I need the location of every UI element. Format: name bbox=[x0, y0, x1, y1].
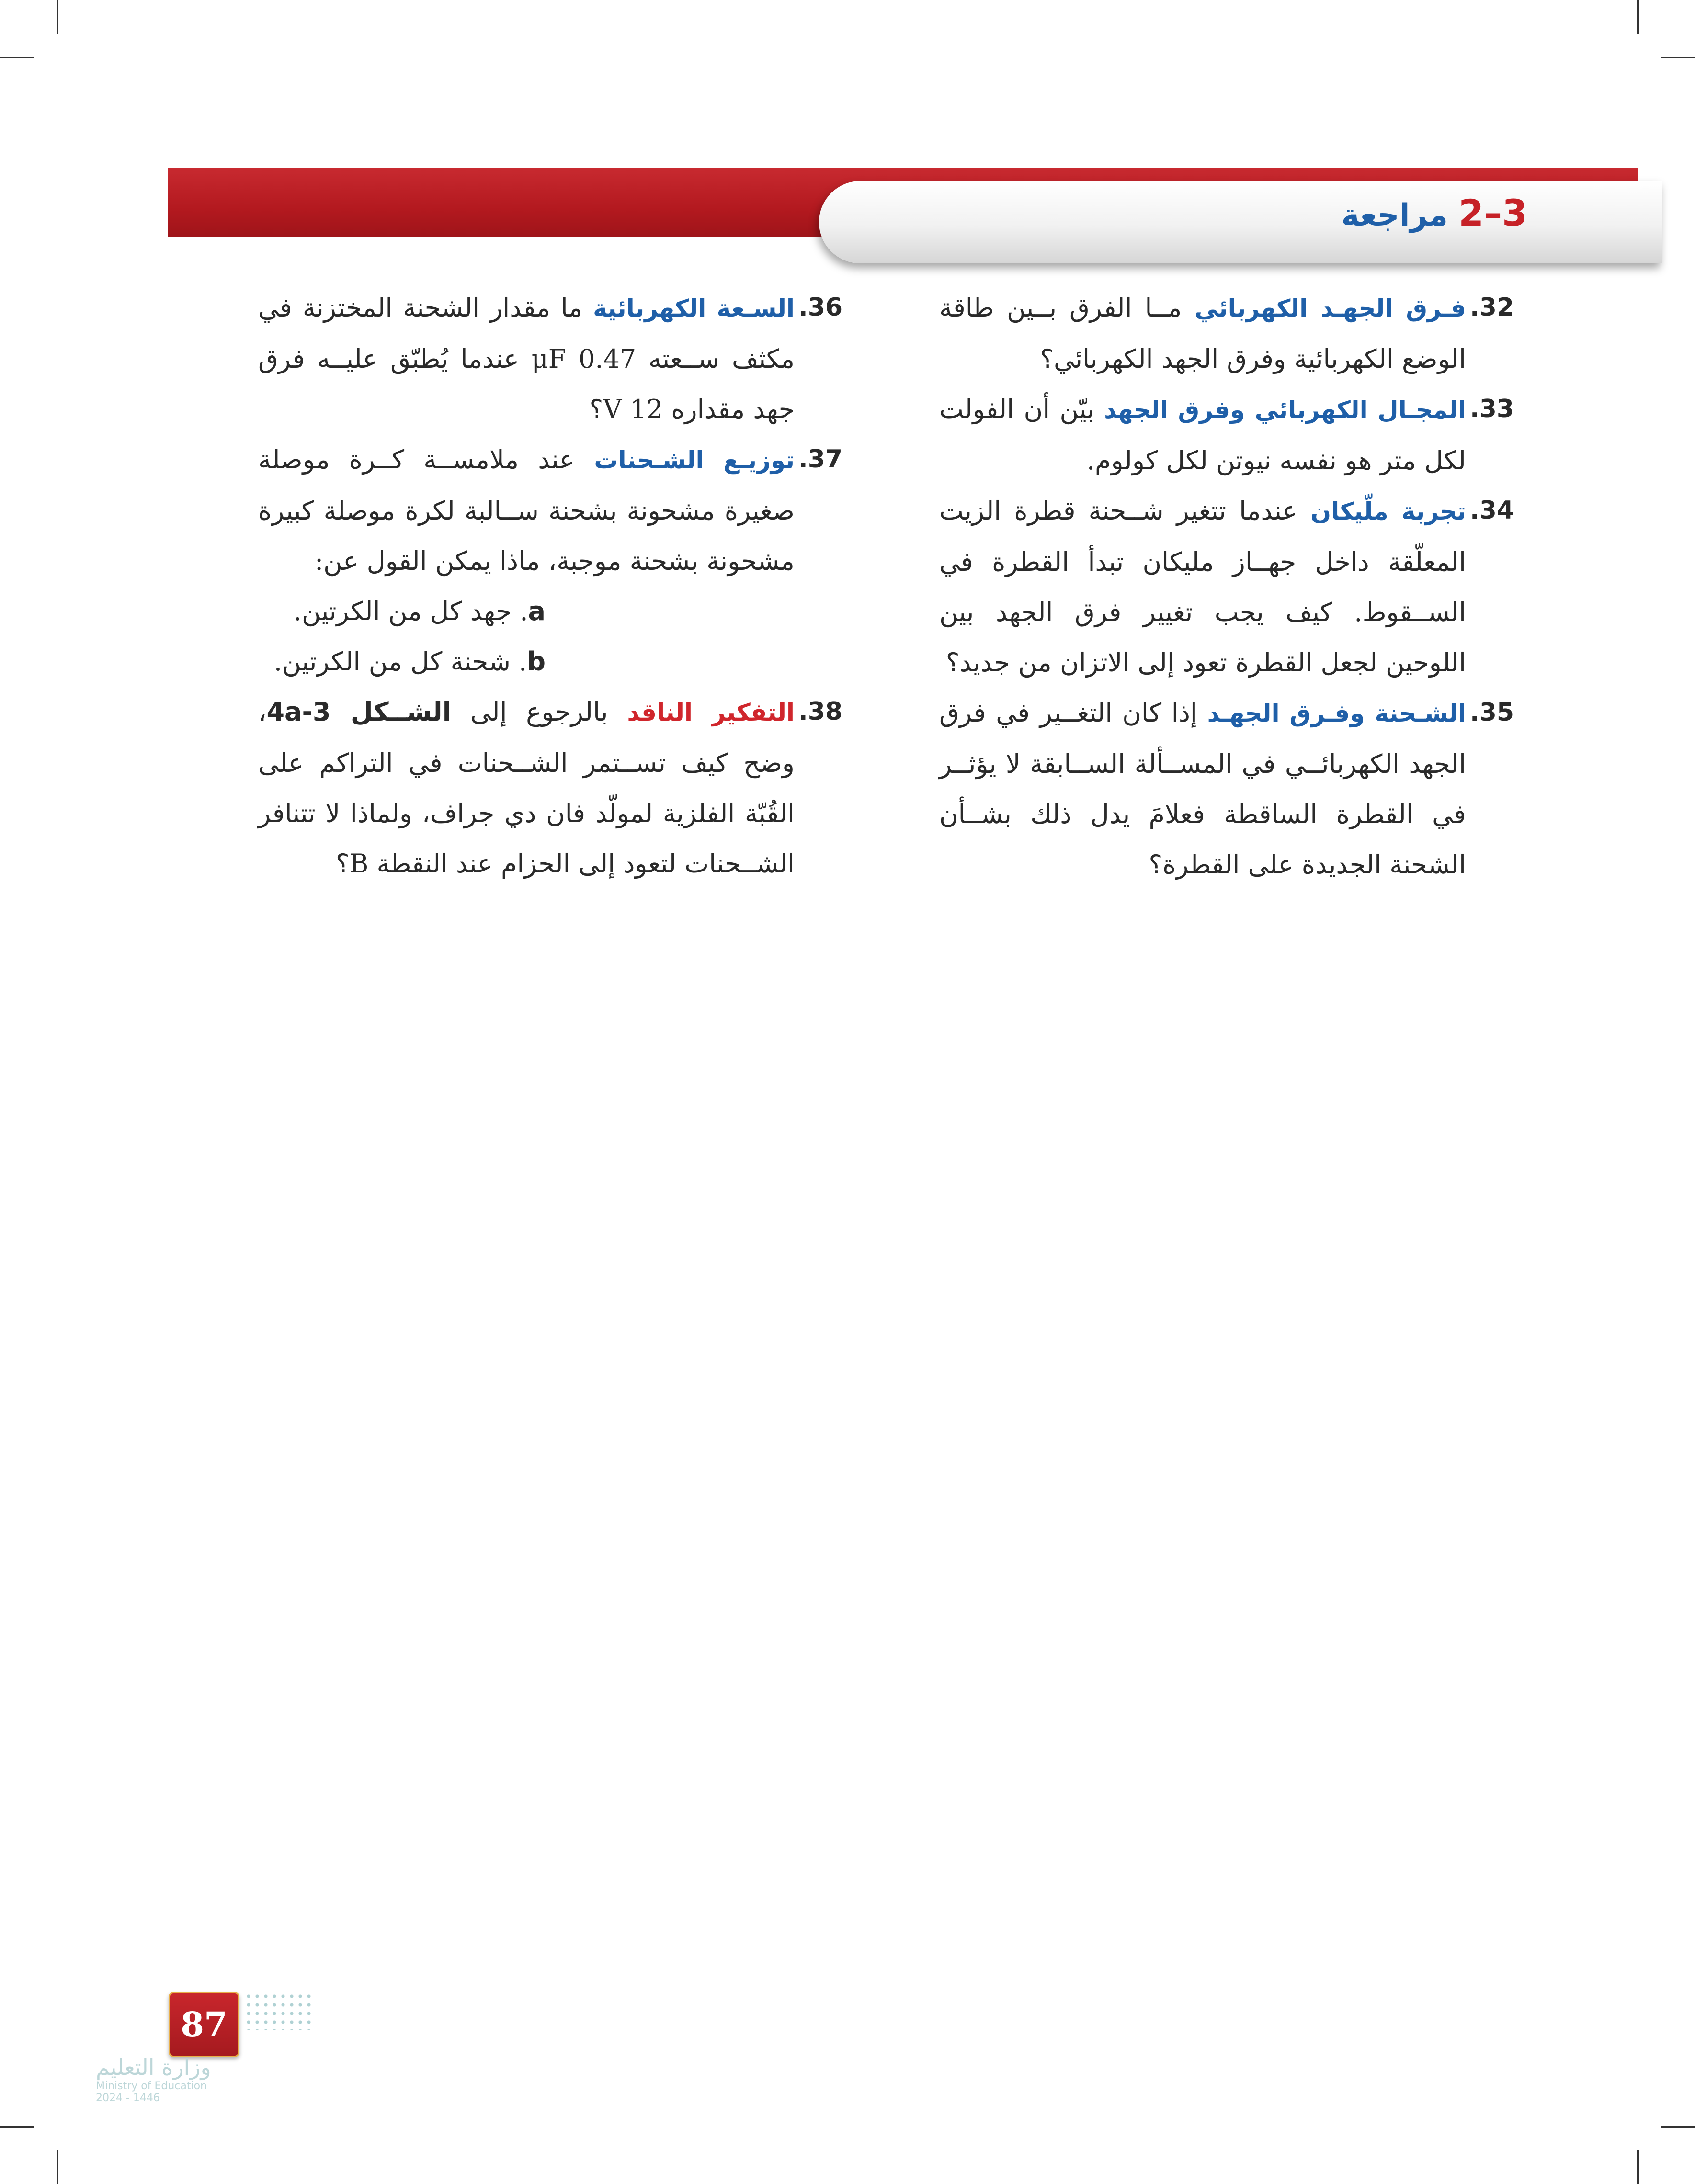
figure-reference: الشــكل 3-4a bbox=[266, 697, 452, 727]
question-keyword: فـرق الجهـد الكهربائي bbox=[1194, 294, 1467, 322]
question-keyword: تجربة ملّيكان bbox=[1310, 498, 1467, 525]
question-text: ما مقدار الشحنة المختزنة في مكثف ســعته 0.47 μF عندما يُطبّق عليــه فرق جهد مقداره 12 V؟ bbox=[258, 293, 795, 424]
sub-item-a bbox=[258, 586, 795, 636]
ministry-watermark bbox=[96, 2054, 249, 2104]
question-keyword: السـعة الكهربائية bbox=[593, 294, 795, 322]
question-33 bbox=[939, 384, 1514, 486]
question-number: .36 bbox=[798, 293, 843, 322]
crop-mark bbox=[0, 2126, 34, 2128]
question-text: مــا الفرق بــين طاقة الوضع الكهربائية وفرق الجهد الكهربائي؟ bbox=[939, 293, 1466, 374]
section-number: 3–2 bbox=[1458, 192, 1527, 234]
question-text: إذا كان التغــير في فرق الجهد الكهربائــي في المســألة الســابقة لا يؤثــر في القطرة الساقطة فعلامَ يدل ذلك بشــأن الشحنة الجديدة على القطرة؟ bbox=[939, 698, 1466, 880]
sub-item-b bbox=[258, 636, 795, 687]
section-title bbox=[1342, 192, 1528, 234]
question-32 bbox=[939, 283, 1514, 384]
questions-column-right bbox=[939, 283, 1514, 890]
question-number: .33 bbox=[1470, 395, 1514, 423]
crop-mark bbox=[1637, 2150, 1639, 2184]
ministry-name-en: Ministry of Education bbox=[96, 2080, 207, 2092]
decorative-dots bbox=[244, 1992, 316, 2030]
question-keyword: التفكير الناقد bbox=[627, 699, 795, 726]
question-number: .34 bbox=[1470, 496, 1514, 525]
question-text: بيّن أن الفولت لكل متر هو نفسه نيوتن لكل كولوم. bbox=[939, 394, 1466, 475]
question-36 bbox=[258, 283, 843, 434]
sub-item-text: . شحنة كل من الكرتين. bbox=[273, 646, 527, 677]
question-number: .32 bbox=[1470, 293, 1514, 322]
question-text: عندما تتغير شــحنة قطرة الزيت المعلّقة داخل جهــاز مليكان تبدأ القطرة في الســقوط. كيف يجب تغيير فرق الجهد بين اللوحين لجعل القطرة تعود إلى الاتزان من جديد؟ bbox=[939, 496, 1466, 678]
ministry-name-ar: وزارة التعليم bbox=[96, 2054, 211, 2080]
crop-mark bbox=[57, 0, 58, 34]
edition-year: 2024 - 1446 bbox=[96, 2092, 160, 2104]
crop-mark bbox=[0, 57, 34, 58]
question-keyword: توزيـع الشـحنات bbox=[594, 446, 795, 474]
question-keyword: الشـحنة وفـرق الجهـد bbox=[1207, 700, 1467, 727]
question-35 bbox=[939, 688, 1514, 890]
crop-mark bbox=[1661, 57, 1695, 58]
crop-mark bbox=[1661, 2126, 1695, 2128]
sub-item-letter: b bbox=[527, 646, 546, 677]
questions-column-left bbox=[258, 283, 843, 889]
question-38 bbox=[258, 687, 843, 889]
question-number: .37 bbox=[798, 445, 843, 474]
question-text: عند ملامســة كــرة موصلة صغيرة مشحونة بشحنة ســالبة لكرة موصلة كبيرة مشحونة بشحنة موجبة، ماذا يمكن القول عن: bbox=[258, 444, 795, 576]
section-label: مراجعة bbox=[1341, 198, 1448, 233]
sub-item-text: . جهد كل من الكرتين. bbox=[293, 596, 528, 626]
question-text: بالرجوع إلى bbox=[470, 697, 608, 727]
crop-mark bbox=[1637, 0, 1639, 34]
sub-item-letter: a bbox=[528, 596, 546, 626]
question-number: .35 bbox=[1470, 698, 1514, 727]
question-number: .38 bbox=[798, 697, 843, 726]
page-number-badge: 87 bbox=[169, 1992, 239, 2057]
header-title-tab bbox=[819, 181, 1662, 263]
question-text: ، وضح كيف تســتمر الشــحنات في التراكم على القُبّة الفلزية لمولّد فان دي جراف، ولماذا لا تتنافر الشــحنات لتعود إلى الحزام عند النقطة B؟ bbox=[258, 697, 795, 879]
question-34 bbox=[939, 486, 1514, 688]
question-keyword: المجـال الكهربائي وفرق الجهد bbox=[1104, 396, 1466, 424]
question-37 bbox=[258, 434, 843, 586]
crop-mark bbox=[57, 2150, 58, 2184]
